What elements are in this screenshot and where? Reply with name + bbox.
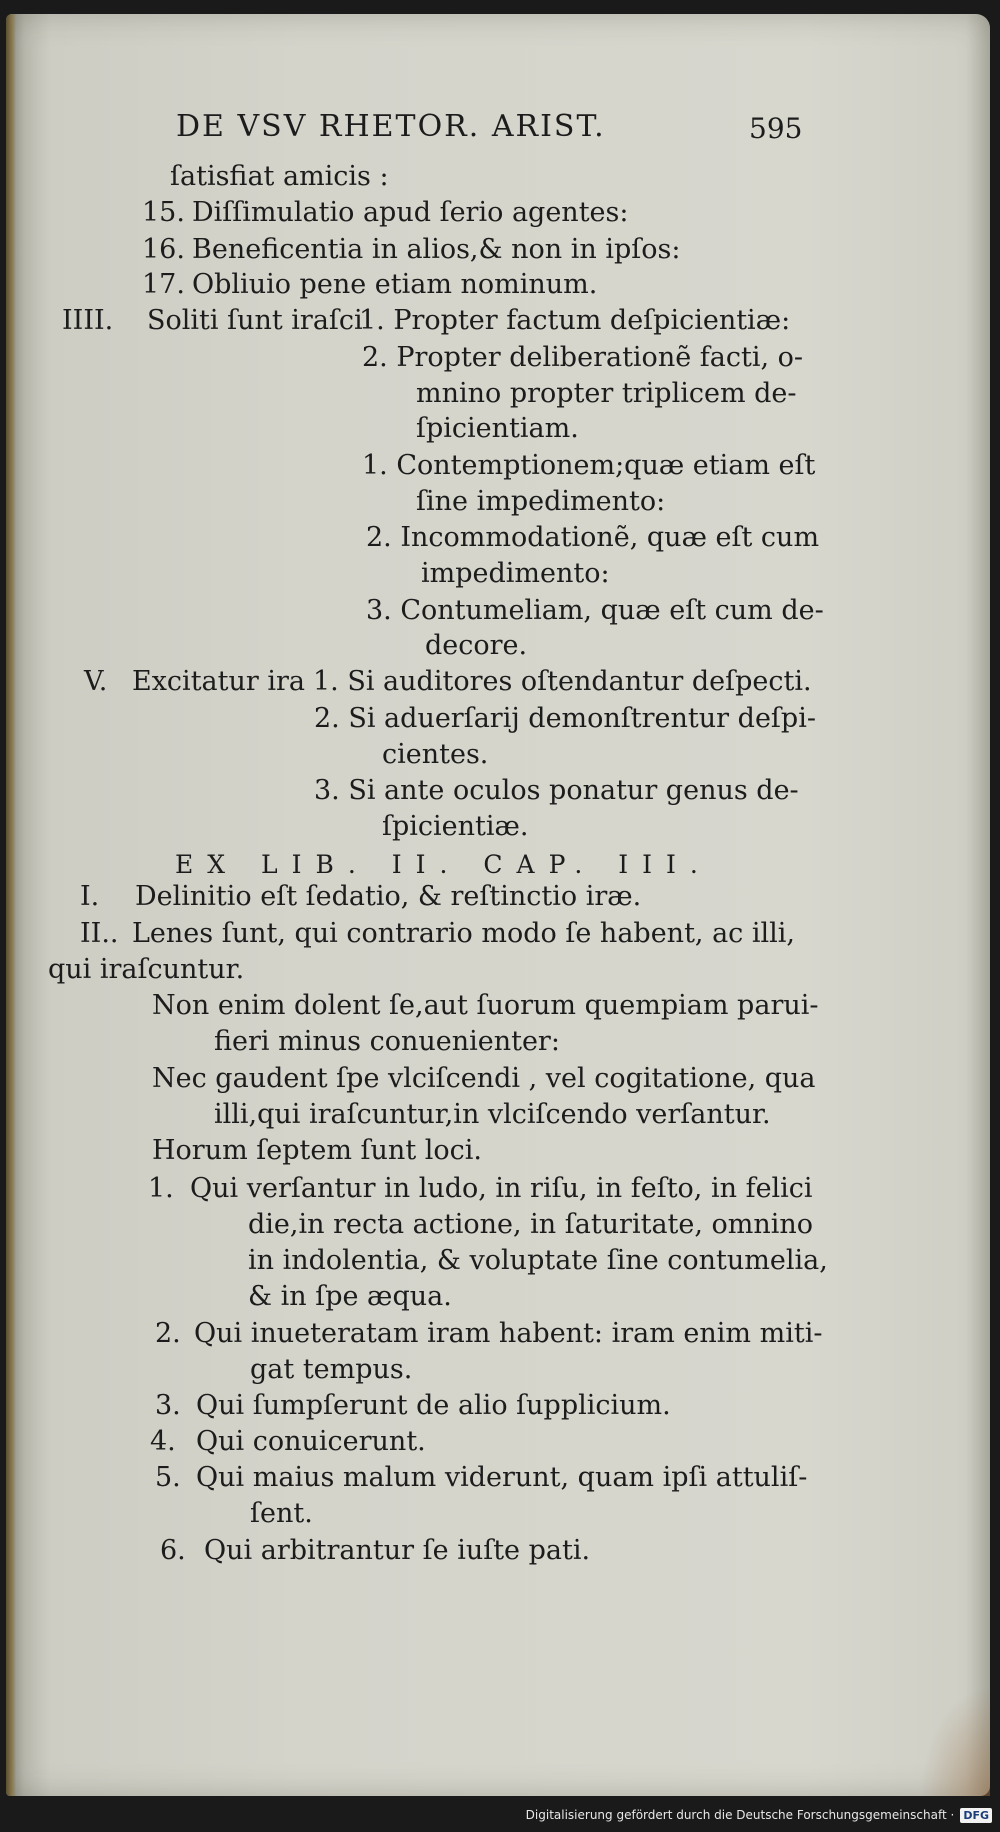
text-line: Nec gaudent ſpe vlciſcendi , vel cogitatione, qua — [152, 1063, 816, 1094]
section-heading: Soliti ſunt iraſci — [147, 305, 363, 336]
text-line: ſine impedimento: — [416, 486, 666, 517]
section-numeral: IIII. — [62, 305, 114, 336]
text-line: 2. Si aduerſarij demonſtrentur deſpi- — [314, 703, 816, 734]
list-number: 3. — [155, 1390, 181, 1421]
section-heading: Excitatur ira — [132, 666, 306, 697]
text-line: 1. Si auditores oſtendantur deſpecti. — [313, 666, 812, 697]
text-line: 3. Contumeliam, quæ eſt cum de- — [366, 595, 824, 626]
digitization-credit — [526, 1804, 992, 1826]
list-number: 17. — [142, 269, 185, 300]
text-line: ſpicientiam. — [416, 413, 579, 444]
text-line: gat tempus. — [250, 1354, 413, 1385]
section-numeral: I. — [80, 881, 100, 912]
list-number: 1. — [148, 1173, 174, 1204]
list-number: 6. — [160, 1535, 186, 1566]
text-line: Obliuio pene etiam nominum. — [192, 269, 598, 300]
text-line: Horum ſeptem ſunt loci. — [152, 1135, 482, 1166]
text-line: illi,qui iraſcuntur,in vlciſcendo verſantur. — [214, 1099, 771, 1130]
section-numeral: V. — [84, 666, 108, 697]
list-number: 2. — [155, 1318, 181, 1349]
text-line: ſent. — [250, 1498, 313, 1529]
text-line: Qui inueteratam iram habent: iram enim miti- — [194, 1318, 823, 1349]
list-number: 4. — [150, 1426, 176, 1457]
running-title: DE VSV RHETOR. ARIST. — [176, 109, 606, 144]
text-line: Qui ſumpſerunt de alio ſupplicium. — [196, 1390, 671, 1421]
text-line: 2. Propter deliberationẽ facti, o- — [362, 342, 804, 373]
text-line: Qui conuicerunt. — [196, 1426, 426, 1457]
text-line: decore. — [425, 630, 528, 661]
text-line: 1. Propter factum deſpicientiæ: — [359, 305, 791, 336]
text-line: Delinitio eſt ſedatio, & reſtinctio iræ. — [135, 881, 642, 912]
text-line: & in ſpe æqua. — [248, 1281, 452, 1312]
text-line: mnino propter triplicem de- — [416, 378, 797, 409]
list-number: 16. — [142, 234, 185, 265]
chapter-heading: EX LIB. II. CAP. III. — [175, 850, 712, 879]
section-numeral: II.. — [80, 918, 119, 949]
text-line: Qui maius malum viderunt, quam ipſi attuliſ- — [196, 1462, 808, 1493]
text-line: 3. Si ante oculos ponatur genus de- — [314, 775, 799, 806]
text-line: Diſſimulatio apud ſerio agentes: — [192, 197, 629, 228]
text-line: Beneficentia in alios,& non in ipſos: — [192, 234, 681, 265]
text-line: 2. Incommodationẽ, quæ eſt cum — [366, 522, 820, 553]
text-line: cientes. — [382, 739, 489, 770]
book-spine-shadow — [6, 14, 16, 1796]
text-line: ſatisfiat amicis : — [170, 161, 389, 192]
page-number: 595 — [749, 112, 803, 145]
list-number: 15. — [142, 197, 185, 228]
text-line: in indolentia, & voluptate ſine contumelia, — [248, 1245, 828, 1276]
text-line: Qui verſantur in ludo, in riſu, in feſto, in felici — [190, 1173, 813, 1204]
text-line: 1. Contemptionem;quæ etiam eſt — [362, 450, 816, 481]
list-number: 5. — [155, 1462, 181, 1493]
text-line: Qui arbitrantur ſe iuſte pati. — [204, 1535, 591, 1566]
page-stain — [920, 1686, 990, 1796]
text-line: qui iraſcuntur. — [48, 954, 245, 985]
text-line: ſpicientiæ. — [382, 811, 529, 842]
dfg-logo-icon: DFG — [960, 1808, 992, 1823]
text-line: Lenes ſunt, qui contrario modo ſe habent, ac illi, — [132, 918, 796, 949]
text-line: fieri minus conuenienter: — [214, 1026, 560, 1057]
text-line: impedimento: — [421, 558, 610, 589]
text-line: die,in recta actione, in ſaturitate, omnino — [248, 1209, 814, 1240]
text-line: Non enim dolent ſe,aut ſuorum quempiam parui- — [152, 990, 819, 1021]
credit-text: Digitalisierung gefördert durch die Deutsche Forschungsgemeinschaft · — [525, 1808, 955, 1822]
